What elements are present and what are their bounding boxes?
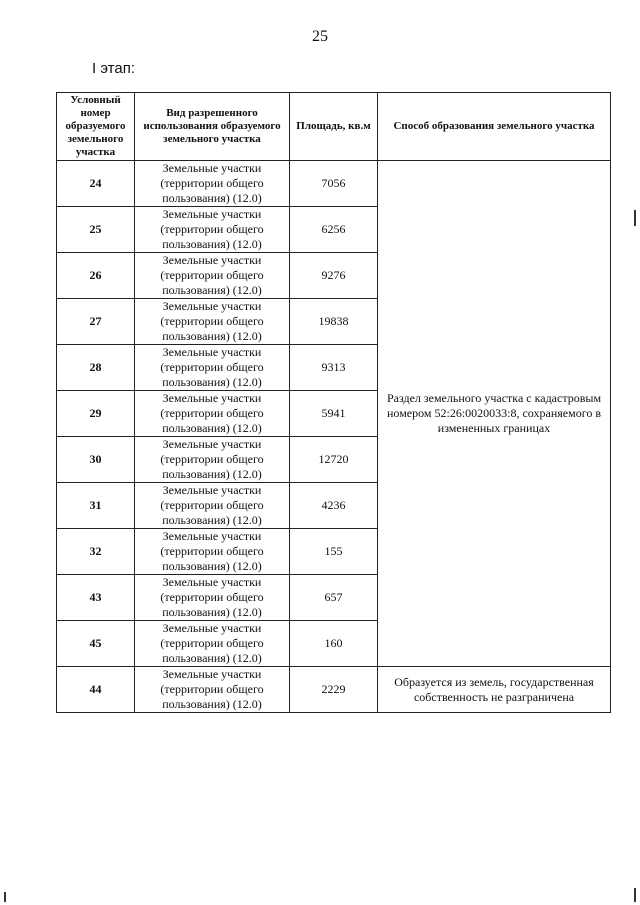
header-area: Площадь, кв.м	[290, 93, 378, 161]
header-plot-number: Условный номер образуемого земельного участка	[57, 93, 135, 161]
permitted-use-cell: Земельные участки (территории общего пользования) (12.0)	[135, 483, 290, 529]
permitted-use-cell: Земельные участки (территории общего пользования) (12.0)	[135, 161, 290, 207]
plot-number-cell: 32	[57, 529, 135, 575]
plot-number-cell: 30	[57, 437, 135, 483]
permitted-use-cell: Земельные участки (территории общего пользования) (12.0)	[135, 391, 290, 437]
plot-number-cell: 27	[57, 299, 135, 345]
permitted-use-cell: Земельные участки (территории общего пользования) (12.0)	[135, 621, 290, 667]
page-number: 25	[312, 28, 328, 45]
formation-method-split-cell: Раздел земельного участка с кадастровым номером 52:26:0020033:8, сохраняемого в измененных границах	[378, 161, 611, 667]
permitted-use-cell: Земельные участки (территории общего пользования) (12.0)	[135, 299, 290, 345]
area-cell: 9313	[290, 345, 378, 391]
permitted-use-cell: Земельные участки (территории общего пользования) (12.0)	[135, 437, 290, 483]
plot-number-cell: 24	[57, 161, 135, 207]
area-cell: 160	[290, 621, 378, 667]
area-cell: 9276	[290, 253, 378, 299]
permitted-use-cell: Земельные участки (территории общего пользования) (12.0)	[135, 575, 290, 621]
table-header-row	[57, 93, 611, 161]
land-plots-table	[56, 92, 611, 713]
area-cell: 5941	[290, 391, 378, 437]
area-cell: 7056	[290, 161, 378, 207]
area-cell: 2229	[290, 667, 378, 713]
scan-edge-mark	[4, 892, 6, 902]
permitted-use-cell: Земельные участки (территории общего пользования) (12.0)	[135, 207, 290, 253]
plot-number-cell: 43	[57, 575, 135, 621]
table-row	[57, 667, 611, 713]
permitted-use-cell: Земельные участки (территории общего пользования) (12.0)	[135, 253, 290, 299]
scan-edge-mark	[634, 210, 636, 226]
permitted-use-cell: Земельные участки (территории общего пользования) (12.0)	[135, 667, 290, 713]
stage-label: I этап:	[92, 60, 135, 77]
permitted-use-cell: Земельные участки (территории общего пользования) (12.0)	[135, 529, 290, 575]
area-cell: 4236	[290, 483, 378, 529]
header-permitted-use: Вид разрешенного использования образуемого земельного участка	[135, 93, 290, 161]
area-cell: 6256	[290, 207, 378, 253]
table-row	[57, 161, 611, 207]
area-cell: 657	[290, 575, 378, 621]
plot-number-cell: 26	[57, 253, 135, 299]
plot-number-cell: 29	[57, 391, 135, 437]
area-cell: 19838	[290, 299, 378, 345]
formation-method-state-cell: Образуется из земель, государственная собственность не разграничена	[378, 667, 611, 713]
plot-number-cell: 45	[57, 621, 135, 667]
scan-edge-mark	[634, 888, 636, 902]
permitted-use-cell: Земельные участки (территории общего пользования) (12.0)	[135, 345, 290, 391]
plot-number-cell: 44	[57, 667, 135, 713]
plot-number-cell: 31	[57, 483, 135, 529]
plot-number-cell: 28	[57, 345, 135, 391]
plot-number-cell: 25	[57, 207, 135, 253]
area-cell: 12720	[290, 437, 378, 483]
header-formation-method: Способ образования земельного участка	[378, 93, 611, 161]
area-cell: 155	[290, 529, 378, 575]
